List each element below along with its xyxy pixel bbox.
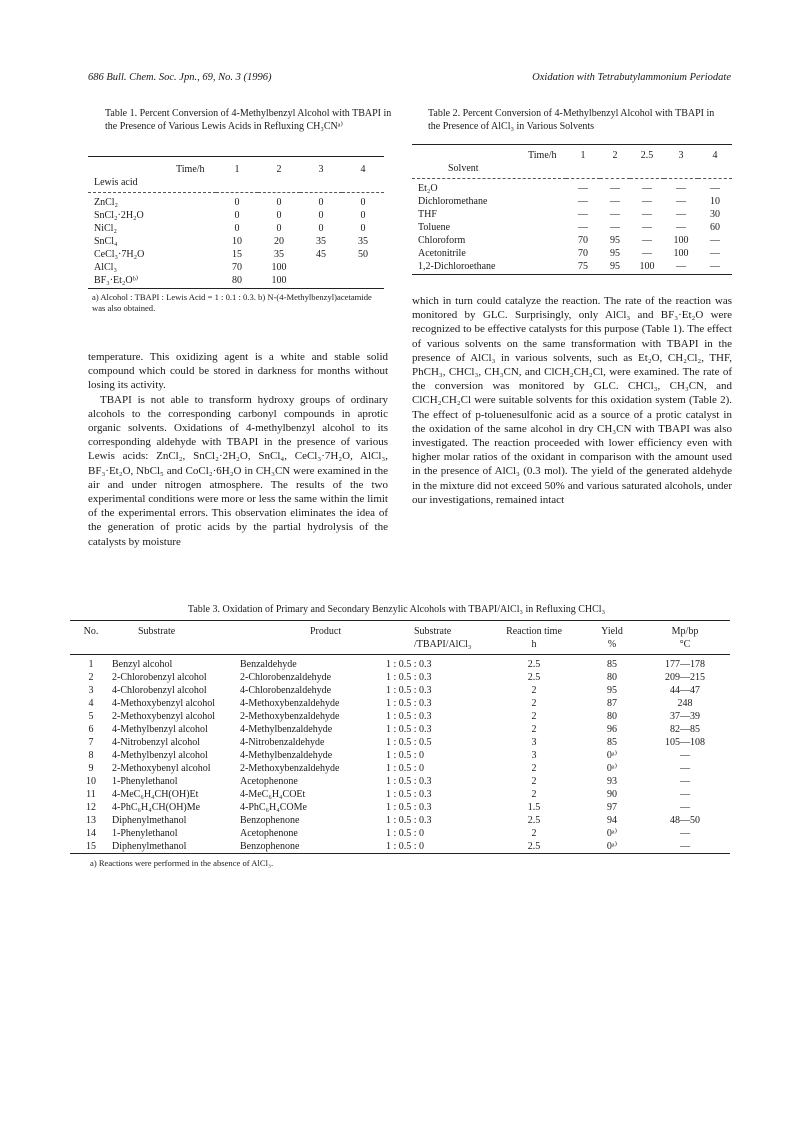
table3-cell-no: 5 (88, 711, 94, 722)
table3-cell-product: 4-Methylbenzaldehyde (240, 724, 333, 735)
table2-cell-value: — (642, 248, 652, 259)
table1-footnote: a) Alcohol : TBAPI : Lewis Acid = 1 : 0.1 : 0.3. b) N-(4-Methylbenzyl)acetamide was also obtained. (92, 292, 372, 313)
table1-cell-value (300, 274, 342, 287)
table3-cell-no: 2 (88, 672, 94, 683)
table-row (412, 195, 732, 208)
table2-cell-value: 70 (578, 235, 588, 246)
table2-cell-value: — (642, 222, 652, 233)
table3-cell-yield: 93 (607, 776, 617, 787)
table2-cell-value: — (578, 196, 588, 207)
table-row (88, 261, 384, 274)
table3-cell-no: 15 (86, 841, 96, 852)
table3-cell-no: 7 (88, 737, 94, 748)
table3-caption: Table 3. Oxidation of Primary and Secondary Benzylic Alcohols with TBAPI/AlCl₃ in Refluxing CHCl₃ (187, 604, 606, 615)
table-row (70, 671, 730, 684)
table3-cell-yield: 0ᵃ⁾ (606, 828, 618, 839)
table3-cell-mp: — (680, 841, 690, 852)
table2-cell-value: — (710, 248, 720, 259)
table3-cell-product: Benzophenone (240, 841, 300, 852)
table2-cell-value: — (676, 196, 686, 207)
table-row (70, 827, 730, 840)
table2-cell-value: — (642, 196, 652, 207)
table3-cell-yield: 96 (607, 724, 617, 735)
table3-header-mp: Mp/bp (671, 626, 699, 637)
table3-cell-product: 4-Chlorobenzaldehyde (240, 685, 332, 696)
table2-cell-solvent: Acetonitrile (418, 248, 466, 259)
table3-cell-mp: 209—215 (665, 672, 705, 683)
table2-time-col: 2 (612, 150, 618, 161)
table2-cell-value: 70 (578, 248, 588, 259)
table3-cell-substrate: Diphenylmethanol (112, 815, 187, 826)
table3-cell-substrate: Benzyl alcohol (112, 659, 173, 670)
left-column-text (88, 350, 388, 549)
table-row (70, 762, 730, 775)
table3-cell-yield: 94 (607, 815, 617, 826)
table1-cell-value (342, 274, 384, 287)
table3-cell-mp: 82—85 (670, 724, 700, 735)
table2-cell-value: — (642, 183, 652, 194)
table-row (70, 736, 730, 749)
table1-cell-value: 0 (360, 223, 366, 234)
table1-cell-value (342, 261, 384, 274)
right-column-text (412, 294, 732, 507)
table1-cell-acid: SnCl₄ (94, 236, 118, 247)
table2-cell-value: 95 (610, 235, 620, 246)
table3-cell-ratio: 1 : 0.5 : 0 (386, 841, 425, 852)
table3-cell-substrate: 4-Methylbenzyl alcohol (112, 724, 208, 735)
table3-cell-mp: 177—178 (665, 659, 705, 670)
table2-cell-value: 95 (610, 248, 620, 259)
table3-cell-no: 1 (88, 659, 94, 670)
table3-cell-mp: 248 (677, 698, 693, 709)
table3-header-ratio-unit: /TBAPI/AlCl₃ (414, 639, 472, 650)
table3-cell-product: 2-Methoxybenzaldehyde (240, 763, 340, 774)
table1-time-col: 4 (360, 164, 366, 175)
table-row (70, 723, 730, 736)
table2-cell-solvent: Chloroform (418, 235, 466, 246)
table3-footnote: a) Reactions were performed in the absence of AlCl₃. (90, 858, 274, 868)
table2-cell-value: — (610, 196, 620, 207)
table3-cell-ratio: 1 : 0.5 : 0.3 (386, 698, 432, 709)
table2-cell-solvent: THF (418, 209, 437, 220)
table3-cell-mp: — (680, 828, 690, 839)
table3-cell-ratio: 1 : 0.5 : 0.3 (386, 789, 432, 800)
table-row (70, 775, 730, 788)
table3-header-time-unit: h (531, 639, 537, 650)
table2-cell-solvent: 1,2-Dichloroethane (418, 261, 496, 272)
table3-cell-product: 4-Methoxybenzaldehyde (240, 698, 340, 709)
table1-cell-value: 0 (234, 210, 240, 221)
table3-header-no: No. (83, 626, 99, 637)
table2-cell-value: — (676, 261, 686, 272)
table3-cell-product: 4-PhC₆H₄COMe (240, 802, 307, 813)
table-row (88, 209, 384, 222)
table2-cell-value: — (676, 209, 686, 220)
table2-time-col: 4 (712, 150, 718, 161)
table3-cell-ratio: 1 : 0.5 : 0.3 (386, 711, 432, 722)
table-row (70, 749, 730, 762)
table1-cell-value: 0 (276, 210, 282, 221)
table3-cell-ratio: 1 : 0.5 : 0.5 (386, 737, 432, 748)
table3-cell-time: 1.5 (527, 802, 541, 813)
table3-cell-time: 2 (531, 776, 537, 787)
table-row (88, 235, 384, 248)
table3-cell-product: Acetophenone (240, 828, 298, 839)
table3-cell-product: Acetophenone (240, 776, 298, 787)
table1-cell-value: 0 (234, 223, 240, 234)
table1-caption: Table 1. Percent Conversion of 4-Methylbenzyl Alcohol with TBAPI in the Presence of Various Lewis Acids in Refluxing CH₃CNᵃ⁾ (105, 108, 392, 132)
table3-cell-yield: 0ᵃ⁾ (606, 763, 618, 774)
table1-cell-acid: BF₃·Et₂Oᵇ⁾ (94, 275, 139, 286)
table1-row-label: Lewis acid (94, 177, 138, 188)
table2-cell-value: — (578, 209, 588, 220)
table3-cell-substrate: 2-Methoxybenzyl alcohol (112, 711, 216, 722)
table1-cell-value: 70 (232, 262, 242, 273)
table1-cell-acid: SnCl₂·2H₂O (94, 210, 144, 221)
paragraph: TBAPI is not able to transform hydroxy groups of ordinary alcohols to the corresponding carbonyl compounds in aprotic organic solvents. Oxidations of 4-methylbenzyl alcohol to its corresponding aldehyde with TBAPI in the presence of various Lewis acids: ZnCl₂, SnCl₂·2H₂O, SnCl₄, CeCl₃·7H₂O, AlCl₃, BF₃·Et₂O, NbCl₅ and CoCl₂·6H₂O in CH₃CN were examined in the air and under nitrogen atmosphere. The results of the two experimental conditions were more or less the same within the limit of the experimental errors. This observation eliminates the idea of the generation of protic acids by the partial hydrolysis of the catalysts by moisture (88, 393, 388, 548)
table2-cell-value: — (710, 183, 720, 194)
table3-cell-no: 10 (86, 776, 96, 787)
table-row (70, 710, 730, 723)
table2-cell-value: 100 (639, 261, 655, 272)
table3-cell-time: 2 (531, 763, 537, 774)
table2-cell-value: — (642, 235, 652, 246)
table3-cell-time: 2 (531, 828, 537, 839)
table2-caption: Table 2. Percent Conversion of 4-Methylbenzyl Alcohol with TBAPI in the Presence of AlCl₃ in Various Solvents (428, 108, 715, 132)
table3-cell-no: 8 (88, 750, 94, 761)
table3-cell-time: 2.5 (527, 659, 541, 670)
table3-cell-substrate: 4-Methoxybenzyl alcohol (112, 698, 216, 709)
table3-cell-no: 14 (86, 828, 96, 839)
table3-cell-no: 6 (88, 724, 94, 735)
table-row (412, 221, 732, 234)
table1-cell-value: 20 (274, 236, 284, 247)
table2-time-col: 1 (580, 150, 586, 161)
table2-cell-value: — (578, 183, 588, 194)
table2-cell-value: — (710, 235, 720, 246)
table1-cell-value: 50 (358, 249, 368, 260)
table1-cell-value: 0 (276, 223, 282, 234)
table3-cell-no: 13 (86, 815, 96, 826)
table1-cell-value: 15 (232, 249, 242, 260)
table3-cell-no: 9 (88, 763, 94, 774)
table-row (412, 234, 732, 247)
table3-header-substrate: Substrate (138, 626, 176, 637)
table3-cell-product: 4-Methylbenzaldehyde (240, 750, 333, 761)
table3-cell-ratio: 1 : 0.5 : 0.3 (386, 685, 432, 696)
table3-cell-substrate: 2-Chlorobenzyl alcohol (112, 672, 207, 683)
table3 (70, 620, 730, 869)
table-row (70, 655, 730, 672)
table2-cell-value: — (710, 261, 720, 272)
table3-cell-substrate: 4-PhC₆H₄CH(OH)Me (112, 802, 201, 813)
table3-cell-time: 2.5 (527, 815, 541, 826)
table2-cell-value: 95 (610, 261, 620, 272)
table3-cell-product: 2-Methoxybenzaldehyde (240, 711, 340, 722)
table3-cell-yield: 95 (607, 685, 617, 696)
table2-cell-value: 100 (673, 248, 689, 259)
table-row (88, 222, 384, 235)
table-row (70, 684, 730, 697)
table3-cell-time: 3 (531, 750, 537, 761)
table3-cell-no: 11 (86, 789, 96, 800)
table3-cell-mp: 48—50 (670, 815, 700, 826)
table3-cell-mp: 37—39 (670, 711, 700, 722)
table2-cell-value: — (642, 209, 652, 220)
table3-cell-substrate: 1-Phenylethanol (112, 776, 178, 787)
table1-cell-value: 80 (232, 275, 242, 286)
table3-cell-mp: — (680, 750, 690, 761)
table3-cell-substrate: 2-Methoxybenyl alcohol (112, 763, 211, 774)
table2-time-col: 2.5 (640, 150, 654, 161)
table3-cell-mp: — (680, 763, 690, 774)
table3-cell-substrate: 4-Nitrobenzyl alcohol (112, 737, 201, 748)
table3-cell-time: 2 (531, 711, 537, 722)
table3-cell-yield: 97 (607, 802, 617, 813)
table1-cell-acid: ZnCl₂ (94, 197, 119, 208)
table2-row-label: Solvent (448, 163, 479, 174)
table3-cell-time: 3 (531, 737, 537, 748)
paragraph: temperature. This oxidizing agent is a white and stable solid compound which could be stored in darkness for months without losing its activity. (88, 351, 388, 392)
table3-cell-mp: — (680, 789, 690, 800)
table1-cell-value: 0 (276, 197, 282, 208)
table1-time-col: 1 (234, 164, 240, 175)
table-row (88, 248, 384, 261)
table-row (412, 208, 732, 221)
table2-cell-value: — (676, 222, 686, 233)
table3-cell-no: 4 (88, 698, 94, 709)
table3-cell-time: 2.5 (527, 841, 541, 852)
table3-cell-yield: 85 (607, 737, 617, 748)
table3-cell-yield: 0ᵃ⁾ (606, 750, 618, 761)
table2-cell-value: 60 (710, 222, 720, 233)
table1-cell-value: 45 (316, 249, 326, 260)
table2-cell-value: 30 (710, 209, 720, 220)
table3-header-yield-unit: % (607, 639, 617, 650)
table3-cell-ratio: 1 : 0.5 : 0.3 (386, 659, 432, 670)
table3-cell-ratio: 1 : 0.5 : 0 (386, 828, 425, 839)
table-row (70, 697, 730, 710)
table-row (412, 260, 732, 273)
table2-cell-solvent: Toluene (418, 222, 451, 233)
table3-header-ratio: Substrate (414, 626, 452, 637)
table3-cell-mp: 105—108 (665, 737, 705, 748)
table3-header-time: Reaction time (506, 626, 562, 637)
table1-cell-value: 0 (360, 210, 366, 221)
table2-cell-value: — (610, 209, 620, 220)
table3-cell-substrate: 4-Chlorobenzyl alcohol (112, 685, 207, 696)
table3-cell-substrate: 4-Methylbenzyl alcohol (112, 750, 208, 761)
table-row (70, 814, 730, 827)
table-row (70, 788, 730, 801)
table3-cell-time: 2 (531, 724, 537, 735)
table3-header-product: Product (310, 626, 342, 637)
table3-cell-substrate: 4-MeC₆H₄CH(OH)Et (112, 789, 199, 800)
table3-cell-ratio: 1 : 0.5 : 0 (386, 750, 425, 761)
running-header-right: Oxidation with Tetrabutylammonium Periodate (532, 72, 731, 83)
table3-cell-substrate: Diphenylmethanol (112, 841, 187, 852)
table-row (88, 274, 384, 287)
table3-cell-ratio: 1 : 0.5 : 0 (386, 763, 425, 774)
table2-cell-value: — (610, 222, 620, 233)
table3-cell-yield: 0ᵃ⁾ (606, 841, 618, 852)
table1-cell-value: 0 (360, 197, 366, 208)
table3-cell-ratio: 1 : 0.5 : 0.3 (386, 776, 432, 787)
table3-cell-time: 2.5 (527, 672, 541, 683)
table3-cell-product: 4-Nitrobenzaldehyde (240, 737, 325, 748)
table3-cell-mp: — (680, 802, 690, 813)
table3-cell-product: Benzophenone (240, 815, 300, 826)
table2-cell-value: 75 (578, 261, 588, 272)
table2-cell-value: 100 (673, 235, 689, 246)
table1-cell-value: 0 (234, 197, 240, 208)
table2-cell-value: — (578, 222, 588, 233)
table3-cell-time: 2 (531, 685, 537, 696)
table1-time-label: Time/h (176, 164, 205, 175)
table1-cell-value: 100 (271, 275, 287, 286)
table-row (88, 193, 384, 210)
table3-cell-ratio: 1 : 0.5 : 0.3 (386, 802, 432, 813)
table3-cell-product: 4-MeC₆H₄COEt (240, 789, 306, 800)
table-row (412, 247, 732, 260)
table3-cell-ratio: 1 : 0.5 : 0.3 (386, 672, 432, 683)
table3-cell-mp: 44—47 (670, 685, 700, 696)
running-header-left: 686 Bull. Chem. Soc. Jpn., 69, No. 3 (1996) (88, 72, 272, 83)
table3-header-yield: Yield (601, 626, 623, 637)
table2-cell-solvent: Et₂O (418, 183, 438, 194)
paragraph: which in turn could catalyze the reaction. The rate of the reaction was monitored by GLC. Surprisingly, only AlCl₃ and BF₃·Et₂O were recognized to be effective catalysts for this purpose (Table 1). The effect of various solvents on the same transformation with TBAPI in the presence of AlCl₃ in various solvents, such as Et₂O, CH₂Cl₂, THF, PhCH₃, CHCl₃, CH₃CN, and ClCH₂CH₂Cl, were examined. The rate of the conversion was monitored by GLC. CHCl₃, CH₃CN, and ClCH₂CH₂Cl were suitable solvents for this oxidation system (Table 2). The effect of p-toluenesulfonic acid as a source of a protic catalyst in the oxidation of the same alcohol in dry CH₃CN with TBAPI was also investigated. The reaction proceeded with lower efficiency even with higher molar ratios of the oxidant in comparison with the amount used in the presence of AlCl₃ (0.3 mol). The yield of the generated aldehyde in the mixture did not exceed 50% and various saturated alcohols, under our investigations, remained intact (412, 295, 732, 506)
table3-cell-no: 12 (86, 802, 96, 813)
table3-cell-no: 3 (88, 685, 94, 696)
table3-cell-product: Benzaldehyde (240, 659, 297, 670)
table1-cell-value: 35 (316, 236, 326, 247)
table2-cell-value: 10 (710, 196, 720, 207)
table3-cell-yield: 80 (607, 711, 617, 722)
table1-cell-acid: NiCl₂ (94, 223, 117, 234)
table3-cell-time: 2 (531, 698, 537, 709)
table1-time-col: 2 (276, 164, 282, 175)
table2-cell-value: — (676, 183, 686, 194)
table1-cell-value: 0 (318, 210, 324, 221)
table3-header-mp-unit: °C (679, 639, 691, 650)
table-row (70, 840, 730, 853)
table3-cell-ratio: 1 : 0.5 : 0.3 (386, 724, 432, 735)
table1-cell-value: 35 (358, 236, 368, 247)
table3-cell-mp: — (680, 776, 690, 787)
table3-cell-yield: 85 (607, 659, 617, 670)
table3-cell-product: 2-Chlorobenzaldehyde (240, 672, 332, 683)
table1-cell-acid: CeCl₃·7H₂O (94, 249, 145, 260)
table1-cell-value: 100 (271, 262, 287, 273)
table3-cell-yield: 80 (607, 672, 617, 683)
table1-time-col: 3 (318, 164, 324, 175)
table1-cell-value: 0 (318, 223, 324, 234)
table1-cell-acid: AlCl₃ (94, 262, 117, 273)
table3-cell-yield: 87 (607, 698, 617, 709)
table3-cell-ratio: 1 : 0.5 : 0.3 (386, 815, 432, 826)
table1-cell-value: 10 (232, 236, 242, 247)
table2-time-col: 3 (678, 150, 684, 161)
table2-cell-solvent: Dichloromethane (418, 196, 488, 207)
table-row (412, 179, 732, 196)
table2-time-label: Time/h (528, 150, 557, 161)
table3-cell-time: 2 (531, 789, 537, 800)
table2 (412, 144, 732, 275)
table1-cell-value: 0 (318, 197, 324, 208)
table2-cell-value: — (610, 183, 620, 194)
table1-cell-value: 35 (274, 249, 284, 260)
table-row (70, 801, 730, 814)
table3-cell-yield: 90 (607, 789, 617, 800)
table1-cell-value (300, 261, 342, 274)
table3-cell-substrate: 1-Phenylethanol (112, 828, 178, 839)
table1 (88, 156, 384, 314)
